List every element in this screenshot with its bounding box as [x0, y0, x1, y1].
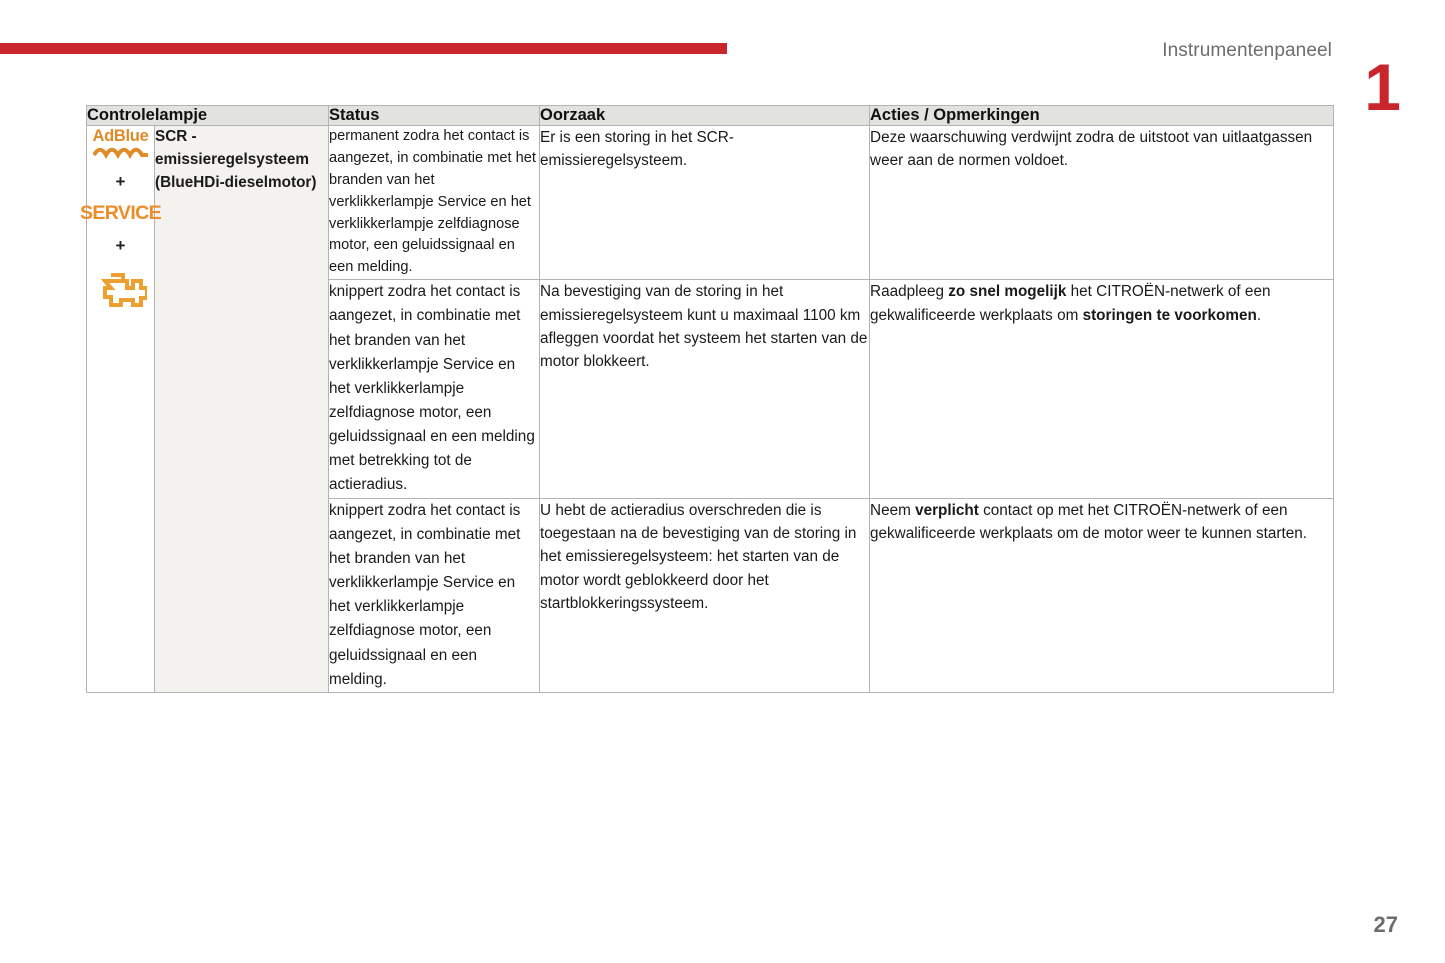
header-red-bar	[0, 43, 727, 54]
page-title: Instrumentenpaneel	[1162, 40, 1332, 61]
chapter-number: 1	[1364, 50, 1401, 124]
table-header	[87, 106, 1334, 126]
action-cell: Deze waarschuwing verdwijnt zodra de uitstoot van uitlaatgassen weer aan de normen voldoet.	[870, 126, 1334, 280]
plus-separator-1: +	[115, 171, 126, 191]
cause-cell: Na bevestiging van de storing in het emissieregelsysteem kunt u maximaal 1100 km afleggen voordat het systeem het starten van de motor blokkeert.	[540, 280, 870, 498]
cause-cell: U hebt de actieradius overschreden die is toegestaan na de bevestiging van de storing in het emissieregelsysteem: het starten van de motor wordt geblokkeerd door het startblokkeringssysteem.	[540, 498, 870, 692]
plus-separator-2: +	[115, 236, 126, 255]
action-cell: Raadpleeg zo snel mogelijk het CITROËN-netwerk of een gekwalificeerde werkplaats om storingen te voorkomen.	[870, 280, 1334, 498]
adblue-icon	[90, 128, 152, 159]
icon-stack	[79, 126, 162, 308]
column-header-oorzaak: Oorzaak	[540, 106, 870, 126]
status-cell: knippert zodra het contact is aangezet, in combinatie met het branden van het verklikkerlampje Service en het verklikkerlampje zelfdiagnose motor, een geluidssignaal en een melding met betrekking tot de actieradius.	[329, 280, 540, 498]
warning-lamp-icon-cell	[79, 126, 162, 693]
page-number: 27	[1373, 912, 1398, 937]
adblue-label: AdBlue	[92, 127, 149, 145]
warning-lamp-name: SCR - emissieregelsysteem (BlueHDi-dieselmotor)	[155, 126, 329, 693]
column-header-status: Status	[329, 106, 540, 126]
status-cell: knippert zodra het contact is aangezet, in combinatie met het branden van het verklikkerlampje Service en het verklikkerlampje zelfdiagnose motor, een geluidssignaal en een melding.	[329, 498, 540, 692]
column-header-controlelampje: Controlelampje	[87, 106, 329, 126]
status-cell: permanent zodra het contact is aangezet, in combinatie met het branden van het verklikkerlampje Service en het verklikkerlampje zelfdiagnose motor, een geluidssignaal en een melding.	[329, 126, 540, 280]
warning-lamps-table	[79, 105, 1334, 693]
table-row	[87, 126, 1334, 280]
warning-lamps-table-container	[79, 105, 1333, 693]
service-icon-label: SERVICE	[79, 201, 162, 224]
cause-cell: Er is een storing in het SCR-emissieregelsysteem.	[540, 126, 870, 280]
engine-self-diagnostic-icon	[95, 268, 147, 308]
column-header-acties: Acties / Opmerkingen	[870, 106, 1334, 126]
adblue-wave-icon	[93, 147, 149, 159]
action-cell: Neem verplicht contact op met het CITROËN-netwerk of een gekwalificeerde werkplaats om de motor weer te kunnen starten.	[870, 498, 1334, 692]
table-header-row	[87, 106, 1334, 126]
table-body	[79, 126, 1334, 693]
